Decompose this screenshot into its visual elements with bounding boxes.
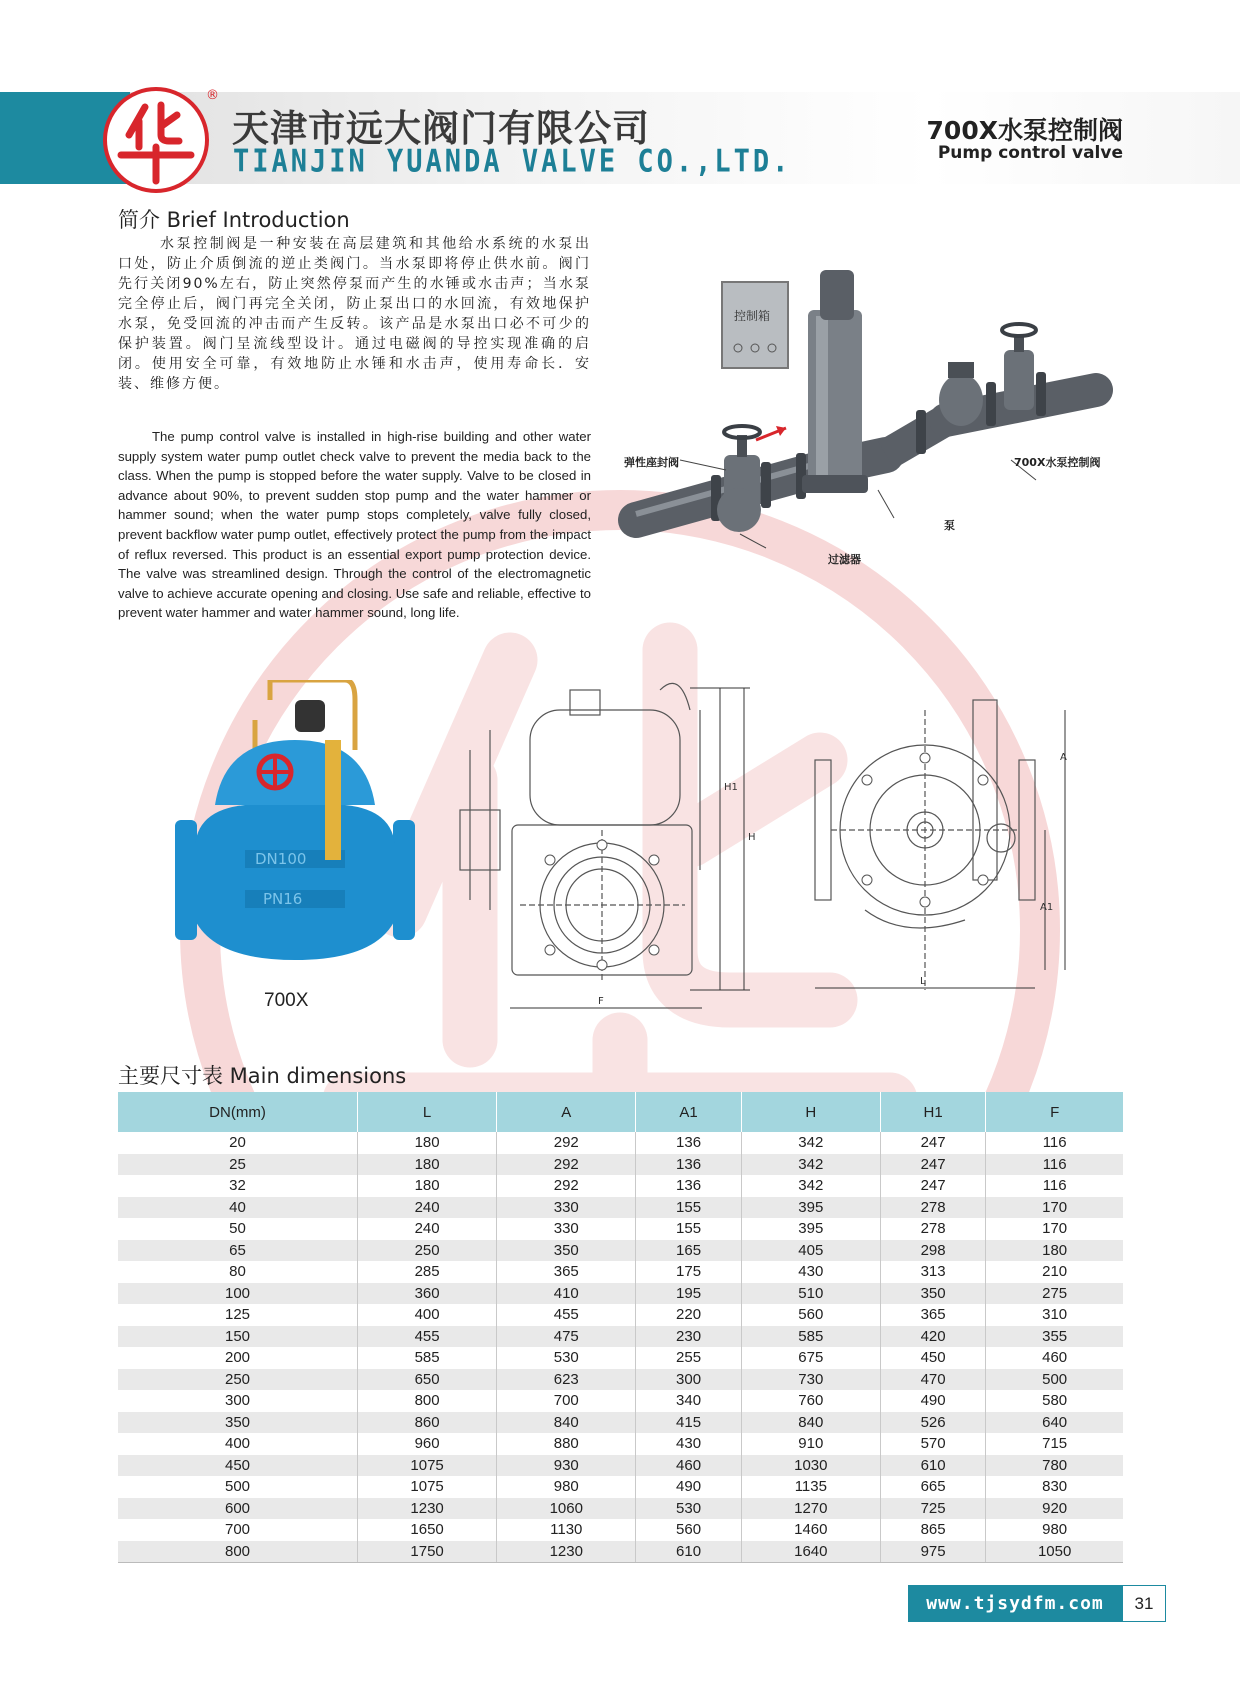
- table-cell: 240: [358, 1218, 497, 1240]
- table-cell: 500: [118, 1476, 358, 1498]
- table-cell: 342: [741, 1132, 880, 1154]
- table-cell: 298: [880, 1240, 985, 1262]
- col-header-h: H: [741, 1092, 880, 1132]
- table-cell: 1075: [358, 1455, 497, 1477]
- hua-logo-icon: [107, 91, 205, 189]
- page-number: 31: [1122, 1585, 1166, 1622]
- product-title-en: Pump control valve: [937, 143, 1123, 163]
- table-cell: 250: [358, 1240, 497, 1262]
- label-pump: 泵: [944, 519, 955, 532]
- table-cell: 560: [636, 1519, 741, 1541]
- table-row: [118, 1433, 1123, 1455]
- table-cell: 500: [986, 1369, 1123, 1391]
- table-cell: 150: [118, 1326, 358, 1348]
- table-cell: 355: [986, 1326, 1123, 1348]
- table-cell: 240: [358, 1197, 497, 1219]
- table-cell: 610: [636, 1541, 741, 1563]
- table-cell: 292: [497, 1154, 636, 1176]
- label-seal-valve: 弹性座封阀: [624, 456, 679, 469]
- table-row: [118, 1218, 1123, 1240]
- registered-mark: ®: [206, 88, 219, 103]
- installation-diagram: [616, 270, 1116, 590]
- table-cell: 490: [636, 1476, 741, 1498]
- table-cell: 292: [497, 1175, 636, 1197]
- col-header-h1: H1: [880, 1092, 985, 1132]
- table-cell: 430: [636, 1433, 741, 1455]
- table-cell: 170: [986, 1218, 1123, 1240]
- table-cell: 930: [497, 1455, 636, 1477]
- table-cell: 136: [636, 1175, 741, 1197]
- table-cell: 860: [358, 1412, 497, 1434]
- table-cell: 980: [497, 1476, 636, 1498]
- product-photo-caption: 700X: [264, 990, 309, 1011]
- table-cell: 490: [880, 1390, 985, 1412]
- col-header-dn: DN(mm): [118, 1092, 358, 1132]
- label-filter: 过滤器: [828, 553, 861, 566]
- table-cell: 920: [986, 1498, 1123, 1520]
- table-row: [118, 1369, 1123, 1391]
- table-cell: 175: [636, 1261, 741, 1283]
- table-cell: 340: [636, 1390, 741, 1412]
- table-row: [118, 1304, 1123, 1326]
- gate-valve-right: [1002, 324, 1036, 410]
- table-row: [118, 1455, 1123, 1477]
- table-cell: 32: [118, 1175, 358, 1197]
- table-cell: 300: [636, 1369, 741, 1391]
- table-cell: 450: [118, 1455, 358, 1477]
- table-row: [118, 1390, 1123, 1412]
- table-cell: 230: [636, 1326, 741, 1348]
- table-cell: 100: [118, 1283, 358, 1305]
- table-cell: 475: [497, 1326, 636, 1348]
- table-cell: 350: [118, 1412, 358, 1434]
- control-box-label: 控制箱: [734, 309, 771, 323]
- table-row: [118, 1541, 1123, 1563]
- table-row: [118, 1261, 1123, 1283]
- table-cell: 600: [118, 1498, 358, 1520]
- table-cell: 960: [358, 1433, 497, 1455]
- table-cell: 65: [118, 1240, 358, 1262]
- dimensions-table: [118, 1092, 1123, 1563]
- table-cell: 365: [880, 1304, 985, 1326]
- table-cell: 675: [741, 1347, 880, 1369]
- table-cell: 300: [118, 1390, 358, 1412]
- table-cell: 342: [741, 1154, 880, 1176]
- table-cell: 975: [880, 1541, 985, 1563]
- table-cell: 80: [118, 1261, 358, 1283]
- table-cell: 360: [358, 1283, 497, 1305]
- table-cell: 330: [497, 1218, 636, 1240]
- table-cell: 285: [358, 1261, 497, 1283]
- table-cell: 395: [741, 1218, 880, 1240]
- front-view-drawing: [450, 670, 770, 1020]
- table-row: [118, 1175, 1123, 1197]
- table-cell: 40: [118, 1197, 358, 1219]
- table-cell: 1135: [741, 1476, 880, 1498]
- table-cell: 610: [880, 1455, 985, 1477]
- col-header-a1: A1: [636, 1092, 741, 1132]
- table-cell: 116: [986, 1132, 1123, 1154]
- company-name-en: TIANJIN YUANDA VALVE CO.,LTD.: [233, 144, 792, 180]
- table-cell: 510: [741, 1283, 880, 1305]
- table-cell: 865: [880, 1519, 985, 1541]
- table-cell: 1640: [741, 1541, 880, 1563]
- dim-label-a1: A1: [1040, 902, 1054, 913]
- table-cell: 715: [986, 1433, 1123, 1455]
- table-cell: 180: [358, 1132, 497, 1154]
- table-cell: 275: [986, 1283, 1123, 1305]
- table-row: [118, 1498, 1123, 1520]
- control-box: [722, 282, 788, 368]
- dim-label-a: A: [1060, 752, 1067, 763]
- table-cell: 430: [741, 1261, 880, 1283]
- table-cell: 278: [880, 1218, 985, 1240]
- table-row: [118, 1476, 1123, 1498]
- table-cell: 725: [880, 1498, 985, 1520]
- table-cell: 220: [636, 1304, 741, 1326]
- table-cell: 560: [741, 1304, 880, 1326]
- solenoid-valve: [295, 700, 325, 732]
- label-control-valve: 700X水泵控制阀: [1014, 456, 1101, 469]
- body-marking-pn: PN16: [263, 890, 303, 908]
- table-cell: 730: [741, 1369, 880, 1391]
- table-cell: 1460: [741, 1519, 880, 1541]
- table-cell: 278: [880, 1197, 985, 1219]
- table-cell: 830: [986, 1476, 1123, 1498]
- col-header-l: L: [358, 1092, 497, 1132]
- table-cell: 247: [880, 1175, 985, 1197]
- side-view-drawing: [805, 670, 1085, 1000]
- table-cell: 255: [636, 1347, 741, 1369]
- table-row: [118, 1240, 1123, 1262]
- table-cell: 400: [358, 1304, 497, 1326]
- table-cell: 1270: [741, 1498, 880, 1520]
- pilot-control-assembly: [325, 740, 341, 860]
- table-cell: 247: [880, 1132, 985, 1154]
- intro-text-en: The pump control valve is installed in high-rise building and other water supply system water pump outlet check valve to prevent the media back to the class. When the pump is stopped before the water supply. Valve to be closed in advance about 90%, to prevent sudden stop pump and the water hammer or hammer sound; when the water pump stops completely, valve fully closed, prevent backflow water pump outlet, effectively protect the pump from the impact of reflux reversed. This product is an essential export pump protection device. The valve was streamlined design. Through the control of the electromagnetic valve to achieve accurate opening and closing. Use safe and reliable, effective to prevent water hammer and water hammer sound, long life.: [118, 429, 591, 621]
- col-header-f: F: [986, 1092, 1123, 1132]
- dim-label-h1: H1: [724, 782, 738, 793]
- table-cell: 420: [880, 1326, 985, 1348]
- table-cell: 700: [118, 1519, 358, 1541]
- table-cell: 1230: [497, 1541, 636, 1563]
- table-cell: 365: [497, 1261, 636, 1283]
- table-cell: 530: [636, 1498, 741, 1520]
- table-cell: 585: [358, 1347, 497, 1369]
- table-cell: 350: [880, 1283, 985, 1305]
- table-cell: 1075: [358, 1476, 497, 1498]
- table-cell: 250: [118, 1369, 358, 1391]
- table-cell: 570: [880, 1433, 985, 1455]
- table-cell: 580: [986, 1390, 1123, 1412]
- table-cell: 585: [741, 1326, 880, 1348]
- table-cell: 116: [986, 1154, 1123, 1176]
- table-cell: 400: [118, 1433, 358, 1455]
- table-cell: 450: [880, 1347, 985, 1369]
- table-cell: 780: [986, 1455, 1123, 1477]
- table-cell: 313: [880, 1261, 985, 1283]
- table-cell: 1060: [497, 1498, 636, 1520]
- table-cell: 623: [497, 1369, 636, 1391]
- table-cell: 1750: [358, 1541, 497, 1563]
- table-cell: 1230: [358, 1498, 497, 1520]
- table-cell: 700: [497, 1390, 636, 1412]
- table-cell: 880: [497, 1433, 636, 1455]
- table-cell: 395: [741, 1197, 880, 1219]
- table-row: [118, 1519, 1123, 1541]
- table-cell: 136: [636, 1132, 741, 1154]
- filter-body: [717, 488, 761, 532]
- product-photo: [175, 680, 415, 980]
- table-cell: 840: [497, 1412, 636, 1434]
- table-cell: 136: [636, 1154, 741, 1176]
- table-cell: 292: [497, 1132, 636, 1154]
- dim-label-l: L: [920, 976, 926, 987]
- company-name-cn: 天津市远大阀门有限公司: [232, 107, 650, 150]
- table-cell: 330: [497, 1197, 636, 1219]
- table-cell: 405: [741, 1240, 880, 1262]
- handwheel-icon: [259, 756, 291, 788]
- table-cell: 170: [986, 1197, 1123, 1219]
- table-body: [118, 1132, 1123, 1563]
- table-cell: 1030: [741, 1455, 880, 1477]
- table-cell: 800: [358, 1390, 497, 1412]
- table-cell: 180: [986, 1240, 1123, 1262]
- table-cell: 455: [358, 1326, 497, 1348]
- table-cell: 125: [118, 1304, 358, 1326]
- table-row: [118, 1132, 1123, 1154]
- table-cell: 530: [497, 1347, 636, 1369]
- table-cell: 460: [636, 1455, 741, 1477]
- table-cell: 1050: [986, 1541, 1123, 1563]
- table-cell: 165: [636, 1240, 741, 1262]
- table-cell: 840: [741, 1412, 880, 1434]
- dim-label-f: F: [598, 996, 604, 1007]
- table-cell: 155: [636, 1197, 741, 1219]
- table-cell: 195: [636, 1283, 741, 1305]
- intro-title: 简介 Brief Introduction: [118, 208, 350, 232]
- pump-unit: [802, 270, 868, 493]
- table-cell: 910: [741, 1433, 880, 1455]
- table-cell: 760: [741, 1390, 880, 1412]
- table-cell: 640: [986, 1412, 1123, 1434]
- table-cell: 980: [986, 1519, 1123, 1541]
- table-cell: 180: [358, 1175, 497, 1197]
- table-cell: 25: [118, 1154, 358, 1176]
- table-cell: 800: [118, 1541, 358, 1563]
- table-cell: 415: [636, 1412, 741, 1434]
- valve-body: [175, 740, 415, 960]
- table-row: [118, 1154, 1123, 1176]
- table-cell: 310: [986, 1304, 1123, 1326]
- body-marking-dn: DN100: [255, 850, 307, 868]
- intro-text-cn: 水泵控制阀是一种安装在高层建筑和其他给水系统的水泵出口处，防止介质倒流的逆止类阀门。当水泵即将停止供水前。阀门先行关闭90%左右，防止突然停泵而产生的水锤或水击声；当水泵完全停止后，阀门再完全关闭，防止泵出口的水回流，有效地保护水泵，免受回流的冲击而产生反转。该产品是水泵出口必不可少的保护装置。阀门呈流线型设计。通过电磁阀的导控实现准确的启闭。使用安全可靠，有效地防止水锤和水击声，使用寿命长．安装、维修方便。: [118, 236, 591, 392]
- table-cell: 20: [118, 1132, 358, 1154]
- table-header-row: [118, 1092, 1123, 1132]
- table-cell: 180: [358, 1154, 497, 1176]
- pump-control-valve: [939, 362, 983, 426]
- footer-website: www.tjsydfm.com: [908, 1585, 1122, 1622]
- table-cell: 526: [880, 1412, 985, 1434]
- table-cell: 665: [880, 1476, 985, 1498]
- table-cell: 1650: [358, 1519, 497, 1541]
- table-cell: 50: [118, 1218, 358, 1240]
- table-cell: 455: [497, 1304, 636, 1326]
- table-cell: 247: [880, 1154, 985, 1176]
- dim-label-h: H: [748, 832, 756, 843]
- table-cell: 116: [986, 1175, 1123, 1197]
- table-cell: 342: [741, 1175, 880, 1197]
- dimensions-title: 主要尺寸表 Main dimensions: [118, 1064, 407, 1088]
- table-cell: 460: [986, 1347, 1123, 1369]
- table-row: [118, 1412, 1123, 1434]
- table-cell: 470: [880, 1369, 985, 1391]
- product-title-cn: 700X水泵控制阀: [926, 116, 1123, 145]
- table-cell: 410: [497, 1283, 636, 1305]
- table-cell: 210: [986, 1261, 1123, 1283]
- table-row: [118, 1347, 1123, 1369]
- table-row: [118, 1197, 1123, 1219]
- table-row: [118, 1326, 1123, 1348]
- company-logo: [103, 87, 209, 193]
- table-cell: 1130: [497, 1519, 636, 1541]
- table-cell: 155: [636, 1218, 741, 1240]
- table-row: [118, 1283, 1123, 1305]
- col-header-a: A: [497, 1092, 636, 1132]
- table-cell: 200: [118, 1347, 358, 1369]
- table-cell: 350: [497, 1240, 636, 1262]
- table-cell: 650: [358, 1369, 497, 1391]
